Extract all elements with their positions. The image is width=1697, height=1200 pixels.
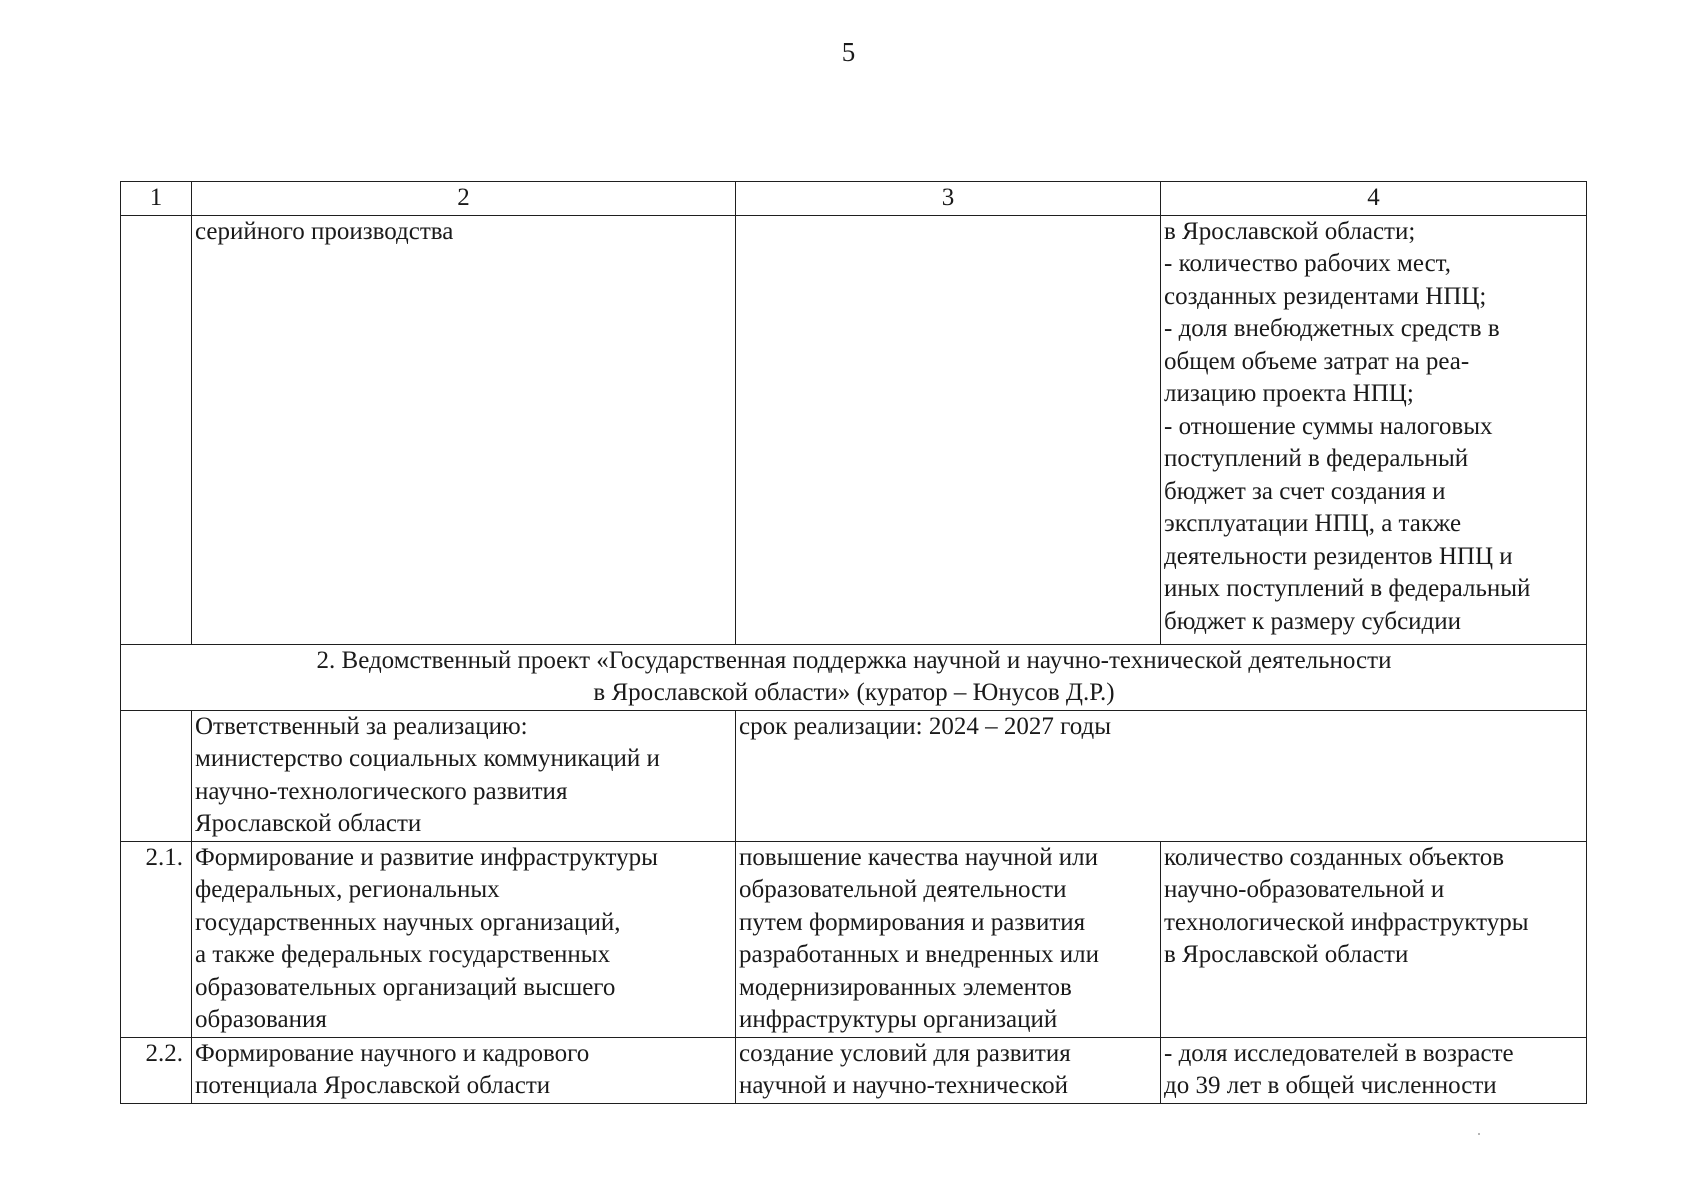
responsible-party-cell: Ответственный за реализацию: министерство социальных коммуникаций и научно-технологического развития Ярославской области [192, 710, 736, 841]
continuation-effect-cell [736, 215, 1161, 644]
task-cell: Формирование и развитие инфраструктуры федеральных, региональных государственных научных организаций, а также федеральных государственных образовательных организаций высшего образования [192, 841, 736, 1037]
column-header-1: 1 [121, 182, 192, 216]
responsible-row [121, 710, 1587, 841]
table-row [121, 1037, 1587, 1103]
continuation-indicator-cell: в Ярославской области; - количество рабочих мест, созданных резидентами НПЦ; - доля внебюджетных средств в общем объеме затрат на реа- лизацию проекта НПЦ; - отношение суммы налоговых поступлений в федеральный бюджет за счет создания и эксплуатации НПЦ, а также деятельности резидентов НПЦ и иных поступлений в федеральный бюджет к размеру субсидии [1161, 215, 1587, 644]
scan-speck [1478, 1133, 1480, 1135]
effect-cell: повышение качества научной или образовательной деятельности путем формирования и развития разработанных и внедренных или модернизированных элементов инфраструктуры организаций [736, 841, 1161, 1037]
continuation-num-cell [121, 215, 192, 644]
continuation-task-cell: серийного производства [192, 215, 736, 644]
task-cell: Формирование научного и кадрового потенциала Ярославской области [192, 1037, 736, 1103]
row-number: 2.1. [121, 841, 192, 1037]
implementation-period-cell: срок реализации: 2024 – 2027 годы [736, 710, 1587, 841]
row-number: 2.2. [121, 1037, 192, 1103]
program-table [120, 181, 1587, 1104]
page-number: 5 [841, 37, 856, 67]
table-row [121, 841, 1587, 1037]
section-heading-row [121, 644, 1587, 710]
column-number-header-row [121, 182, 1587, 216]
continuation-row [121, 215, 1587, 644]
indicator-cell: - доля исследователей в возрасте до 39 лет в общей численности [1161, 1037, 1587, 1103]
indicator-cell: количество созданных объектов научно-образовательной и технологической инфраструктуры в Ярославской области [1161, 841, 1587, 1037]
responsible-num-cell [121, 710, 192, 841]
column-header-2: 2 [192, 182, 736, 216]
column-header-3: 3 [736, 182, 1161, 216]
column-header-4: 4 [1161, 182, 1587, 216]
section-title: 2. Ведомственный проект «Государственная поддержка научной и научно-технической деятельности в Ярославской области» (куратор – Юнусов Д.Р.) [121, 644, 1587, 710]
effect-cell: создание условий для развития научной и научно-технической [736, 1037, 1161, 1103]
